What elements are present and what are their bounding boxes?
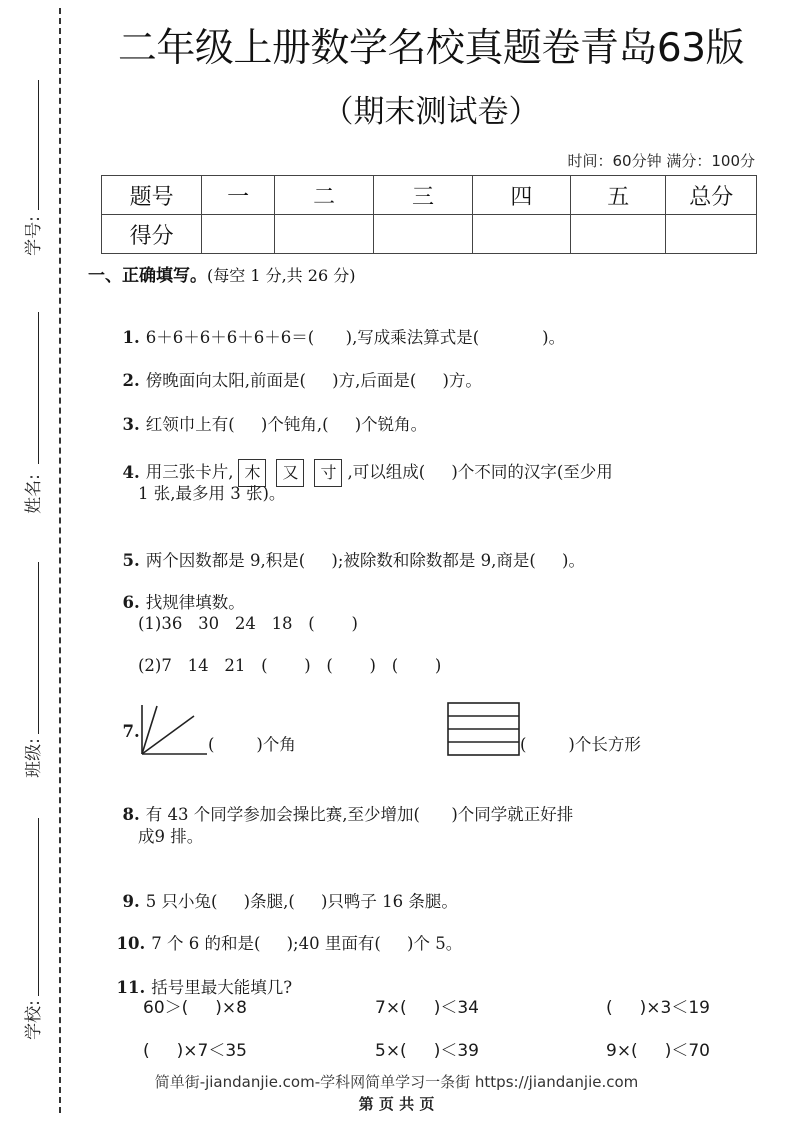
page-subtitle: （期末测试卷） — [322, 94, 540, 130]
question-text: 两个因数都是 9,积是( );被除数和除数都是 9,商是( )。 — [145, 551, 585, 570]
exam-meta: 时间：60分钟 满分：100分 — [567, 152, 755, 170]
school-label: 学校: — [24, 1000, 44, 1040]
question-number: 4. — [122, 462, 140, 482]
inequality-5: 5×( )＜39 — [375, 1041, 479, 1061]
page-indicator: 第 页 共 页 — [358, 1095, 435, 1113]
question-text: 用三张卡片, — [145, 462, 234, 482]
question-text: 5 只小兔( )条腿,( )只鸭子 16 条腿。 — [145, 892, 458, 911]
page-title: 二年级上册数学名校真题卷青岛63版 — [117, 26, 745, 71]
question-text: 6＋6＋6＋6＋6＋6＝( ),写成乘法算式是( )。 — [145, 328, 566, 347]
question-text: 有 43 个同学参加会操比赛,至少增加( )个同学就正好排 — [145, 805, 574, 824]
cell-total: 总分 — [666, 176, 757, 215]
cell-section-4: 四 — [472, 176, 570, 215]
question-number: 11. — [116, 978, 146, 997]
question-10 — [106, 911, 462, 955]
cell-section-1: 一 — [202, 176, 275, 215]
question-6-part-1: (1)36 30 24 18 ( ) — [138, 614, 358, 633]
question-9 — [112, 869, 458, 913]
question-number: 5. — [122, 551, 140, 570]
cell-section-3: 三 — [374, 176, 472, 215]
cell-label: 题号 — [102, 176, 202, 215]
question-number: 10. — [116, 934, 146, 953]
question-8-continued: 成9 排。 — [138, 827, 204, 846]
question-text: 7 个 6 的和是( );40 里面有( )个 5。 — [151, 934, 463, 953]
question-number: 6. — [122, 593, 140, 612]
question-number: 7. — [122, 722, 140, 741]
cell-score-label: 得分 — [102, 215, 202, 254]
angle-answer: ( )个角 — [208, 735, 296, 754]
question-11 — [106, 955, 292, 999]
rectangle-answer: ( )个长方形 — [520, 735, 641, 754]
question-number: 8. — [122, 805, 140, 824]
section-note: (每空 1 分,共 26 分) — [207, 266, 356, 285]
class-label: 班级: — [24, 738, 44, 778]
question-number: 2. — [122, 371, 140, 390]
card-mu: 木 — [238, 459, 266, 487]
section-title: 一、正确填写。 — [88, 266, 207, 286]
question-number: 1. — [122, 328, 140, 347]
cell-section-5: 五 — [571, 176, 666, 215]
question-8 — [112, 782, 573, 826]
question-text: 括号里最大能填几? — [151, 978, 293, 997]
name-label: 姓名: — [24, 474, 44, 514]
card-cun: 寸 — [314, 459, 342, 487]
question-text: 找规律填数。 — [145, 593, 245, 612]
inequality-2: 7×( )＜34 — [375, 998, 479, 1018]
inequality-6: 9×( )＜70 — [606, 1041, 710, 1061]
question-number: 3. — [122, 415, 140, 434]
inequality-3: ( )×3＜19 — [606, 998, 710, 1018]
question-text-after: ,可以组成( )个不同的汉字(至少用 — [347, 462, 613, 482]
student-id-label: 学号: — [24, 216, 44, 256]
question-text: 傍晚面向太阳,前面是( )方,后面是( )方。 — [145, 371, 482, 390]
inequality-4: ( )×7＜35 — [143, 1041, 247, 1061]
question-6-part-2: (2)7 14 21 ( ) ( ) ( ) — [138, 656, 442, 675]
card-you: 又 — [276, 459, 304, 487]
question-4-continued: 1 张,最多用 3 张)。 — [138, 484, 286, 503]
question-text: 红领巾上有( )个钝角,( )个锐角。 — [145, 415, 428, 434]
inequality-1: 60＞( )×8 — [143, 998, 247, 1018]
watermark-link[interactable]: 简单街-jiandanjie.com-学科网简单学习一条街 https://jiandanjie.com — [154, 1073, 639, 1091]
question-number: 9. — [122, 892, 140, 911]
cell-section-2: 二 — [274, 176, 373, 215]
